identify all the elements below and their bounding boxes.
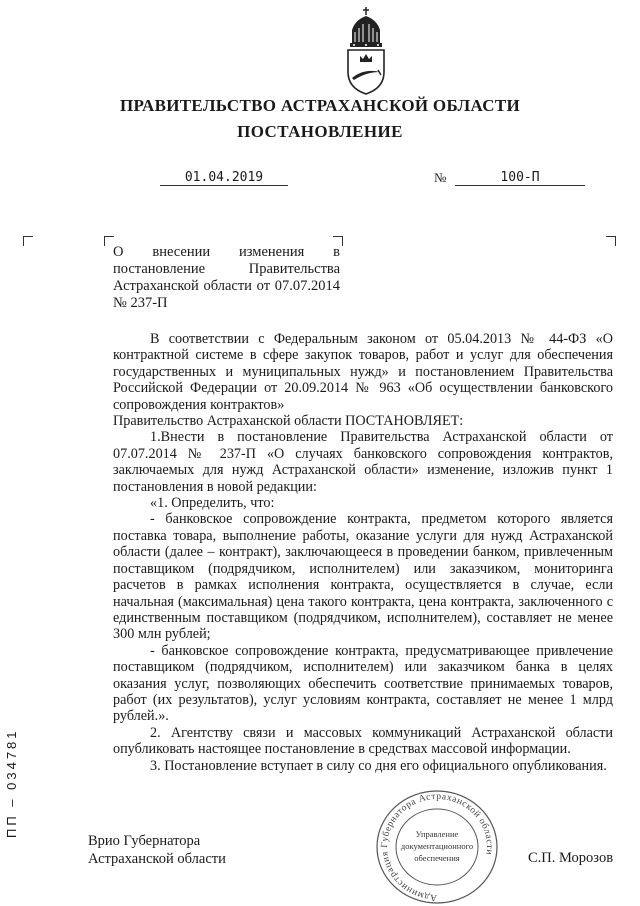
signatory-name: С.П. Морозов bbox=[528, 850, 614, 866]
item-2-paragraph: 2. Агентству связи и массовых коммуникаций Астраханской области опубликовать настоящее постановление в средствах массовой информации. bbox=[113, 724, 613, 758]
preamble-paragraph: В соответствии с Федеральным законом от 05.04.2013 № 44-ФЗ «О контрактной системе в сфере закупок товаров, работ и услуг для обеспечения государственных и муниципальных нужд» и постановлением Правительства Российской Федерации от 20.09.2014 № 963 «Об осуществлении банковского сопровождения контрактов» bbox=[113, 331, 613, 413]
authority-title: ПРАВИТЕЛЬСТВО АСТРАХАНСКОЙ ОБЛАСТИ bbox=[120, 96, 520, 115]
side-form-code: ПП – 034781 bbox=[4, 728, 19, 838]
item-3-paragraph: 3. Постановление вступает в силу со дня его официального опубликования. bbox=[150, 757, 607, 774]
official-stamp bbox=[372, 788, 502, 906]
document-number: 100-П bbox=[455, 171, 585, 186]
stamp-center-line-2: документационного bbox=[400, 841, 474, 851]
stamp-ring-text: Администрация Губернатора Астраханской области bbox=[379, 791, 495, 903]
resolves-paragraph: Правительство Астраханской области ПОСТАНОВЛЯЕТ: bbox=[113, 413, 464, 430]
item-1-subparagraph: «1. Определить, что: bbox=[150, 495, 275, 512]
coat-of-arms-emblem bbox=[342, 6, 390, 96]
document-body bbox=[113, 331, 613, 774]
document-type: ПОСТАНОВЛЕНИЕ bbox=[237, 122, 403, 141]
stamp-center-line-1: Управление bbox=[415, 829, 459, 839]
document-date: 01.04.2019 bbox=[160, 171, 288, 186]
signatory-title-line-1: Врио Губернатора bbox=[88, 833, 201, 849]
signatory-title bbox=[88, 832, 226, 868]
margin-corner-mark-left bbox=[23, 236, 33, 246]
bullet-1-paragraph: - банковское сопровождение контракта, предметом которого является поставка товара, выполнение работы, оказание услуги для нужд Астраханской области (далее – контракт), заключающееся в проведении банком, привлеченным поставщиком (подрядчиком, исполнителем) или заказчиком, мониторинга расчетов в рамках исполнения контракта, осуществляется в случае, если начальная (максимальная) цена такого контракта, цена контракта, заключенного с единственным поставщиком (подрядчиком, исполнителем), составляет не менее 300 млн рублей; bbox=[113, 511, 613, 643]
item-1-paragraph: 1.Внести в постановление Правительства Астраханской области от 07.07.2014 № 237-П «О случаях банковского сопровождения контрактов, заключаемых для нужд Астраханской области» изменение, изложив пункт 1 постановления в новой редакции: bbox=[113, 429, 613, 495]
document-subject: О внесении изменения в постановление Правительства Астраханской области от 07.07.2014 № 237-П bbox=[113, 244, 340, 311]
signatory-title-line-2: Астраханской области bbox=[88, 851, 226, 867]
bullet-2-paragraph: - банковское сопровождение контракта, предусматривающее привлечение поставщиком (подрядчиком, исполнителем) или заказчиком банка в целях оказания услуг, позволяющих обеспечить соответствие принимаемых товаров, работ (их результатов), услуг условиям контракта, составляет не менее 1 млрд рублей.». bbox=[113, 642, 613, 725]
margin-corner-mark-right bbox=[606, 236, 616, 246]
stamp-center-line-3: обеспечения bbox=[414, 853, 460, 863]
number-sign: № bbox=[434, 170, 447, 185]
